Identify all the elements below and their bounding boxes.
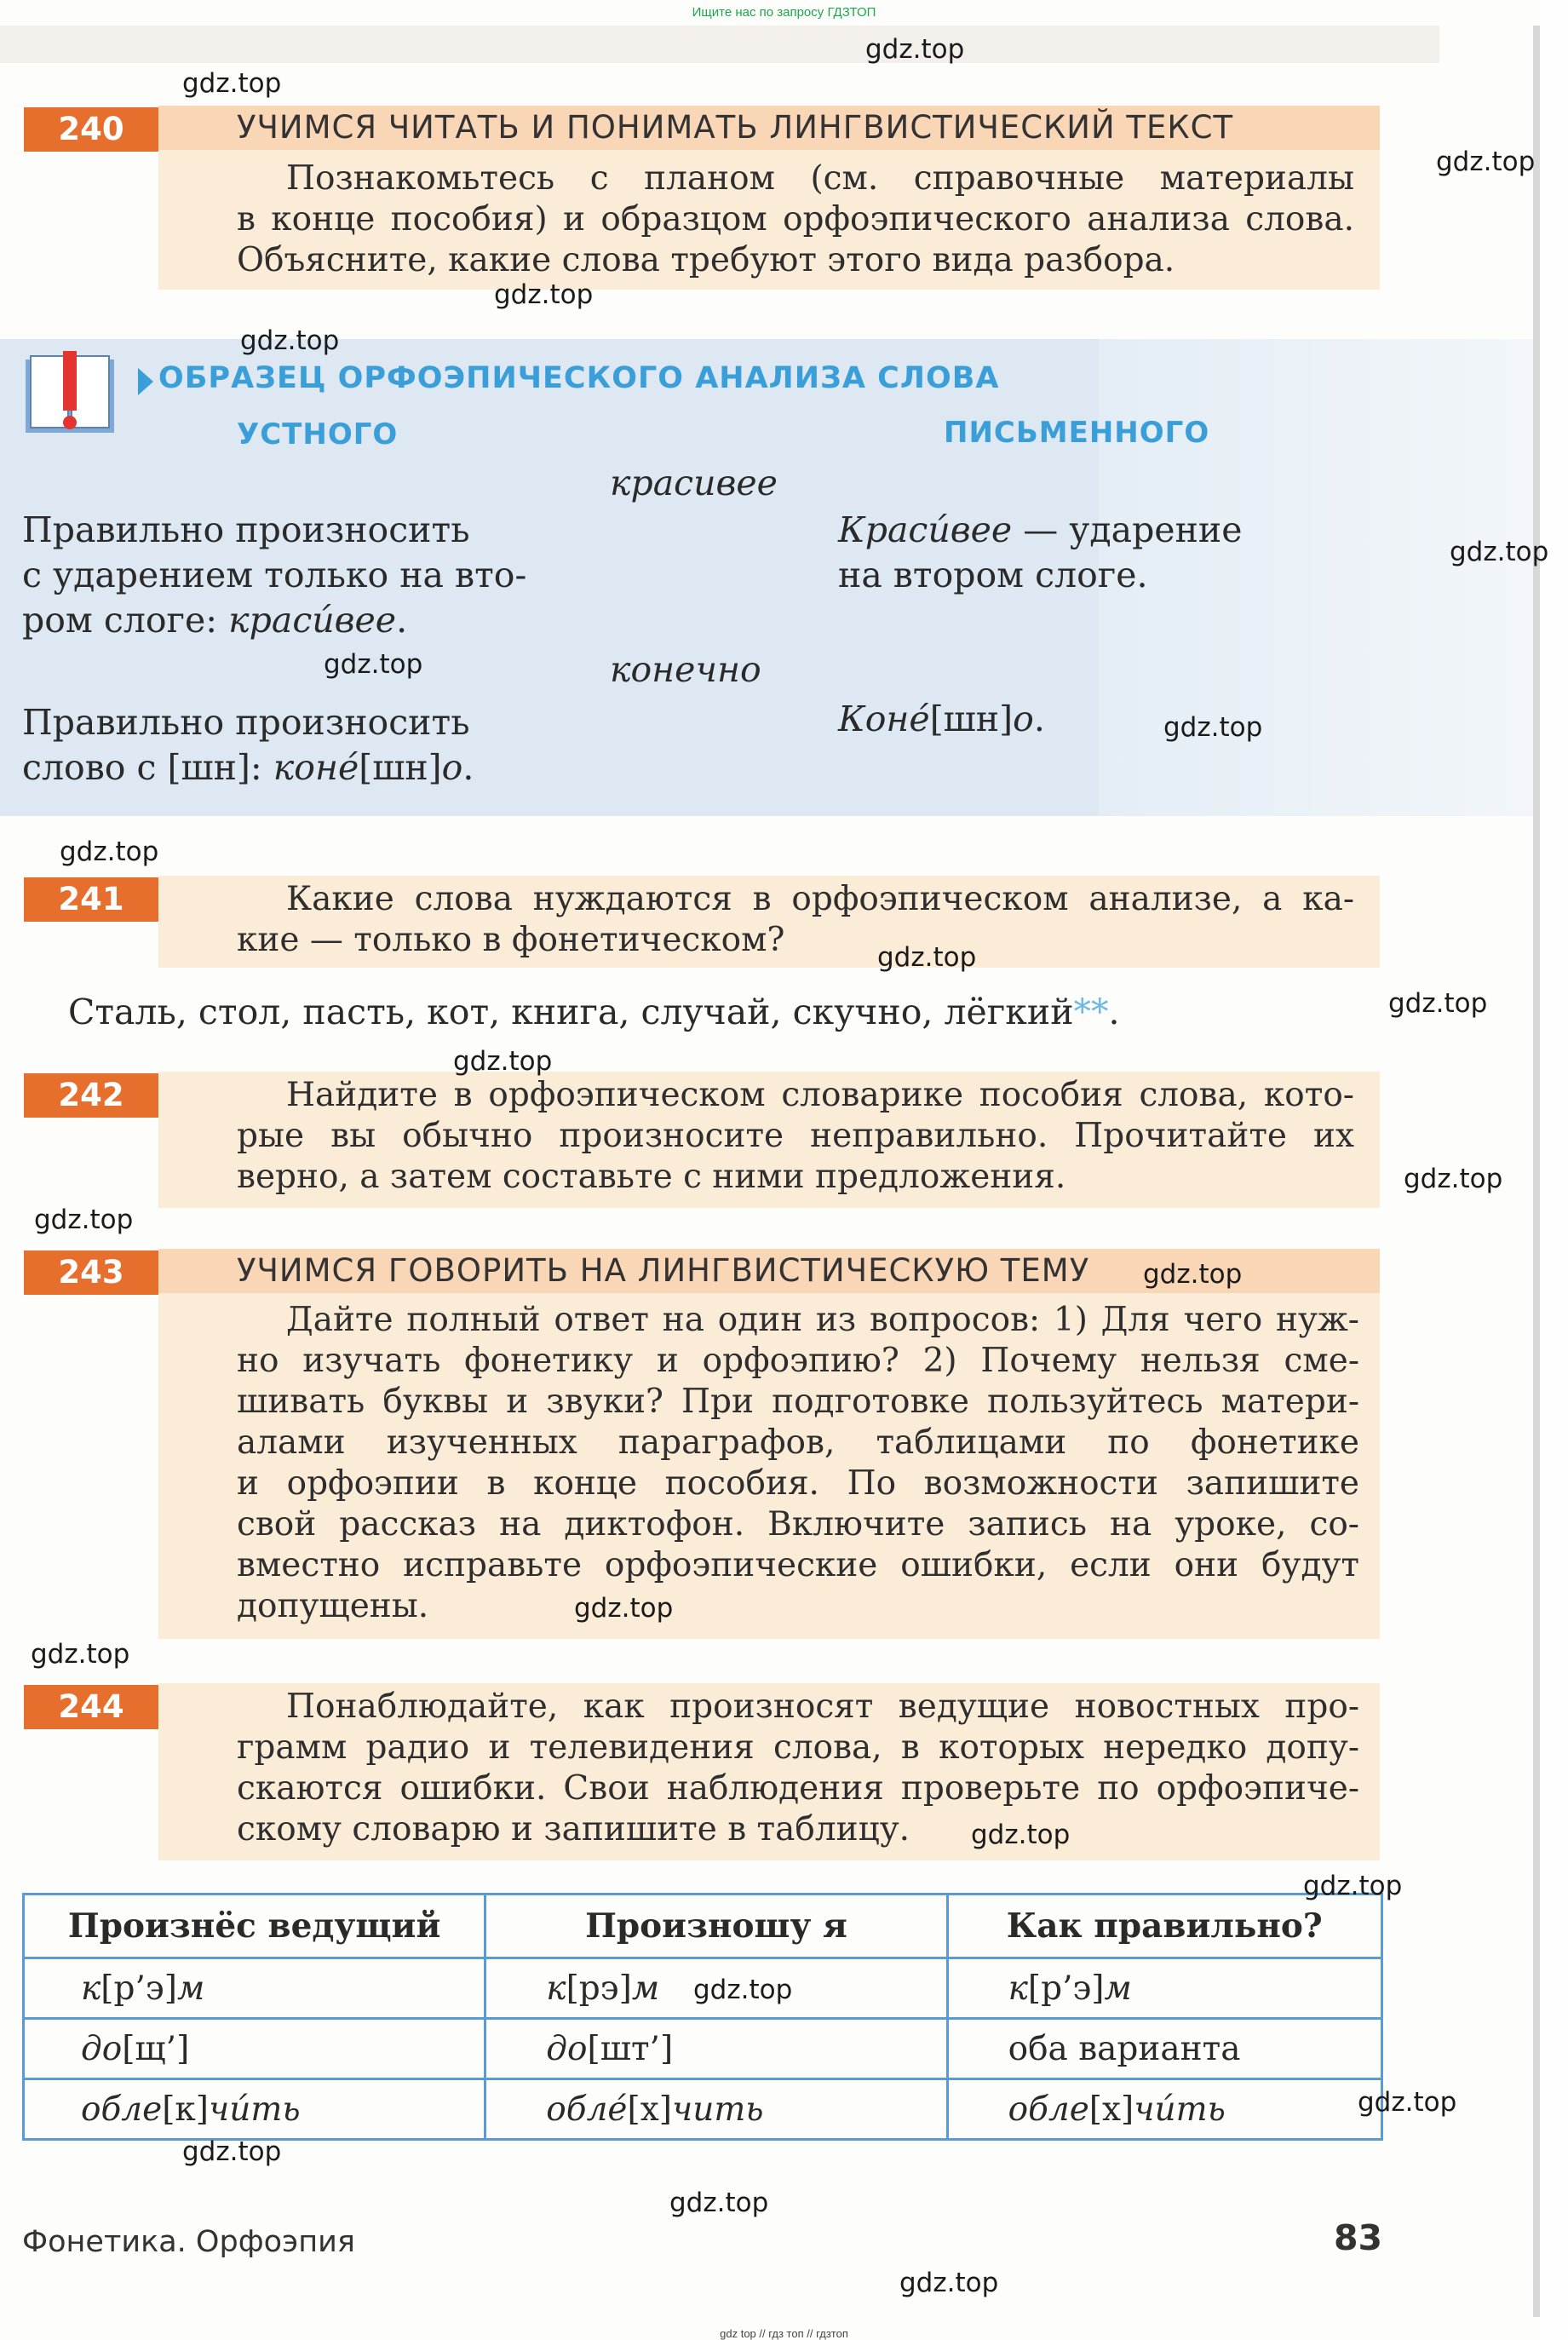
cell-part: к [1008, 1969, 1028, 2008]
sample-written-2-ending: о [1013, 699, 1034, 739]
exercise-241-word-list: Сталь, стол, пасть, кот, книга, случай, скучно, лёгкий [68, 992, 1074, 1032]
table-header-row [24, 1894, 1382, 1958]
table-cell [485, 2019, 947, 2079]
sample-written-2-stem: Конé [838, 699, 930, 739]
sample-oral-2-line-2 [22, 745, 474, 791]
exercise-244-line-2: грамм радио и телевидения слова, в которых нередко допу- [237, 1728, 1359, 1767]
cell-part: чúть [1134, 2090, 1226, 2129]
table-cell [24, 2079, 485, 2140]
watermark: gdz.top [1450, 537, 1549, 567]
table-cell [947, 2079, 1381, 2140]
sample-oral-2-line-1: Правильно произносить [22, 702, 470, 743]
table-cell [24, 2019, 485, 2079]
sample-oral-1-dot: . [396, 600, 408, 641]
sample-oral-2-dot: . [462, 747, 474, 788]
cell-part: обле [81, 2090, 163, 2129]
sample-title: ОБРАЗЕЦ ОРФОЭПИЧЕСКОГО АНАЛИЗА СЛОВА [158, 361, 1000, 395]
table-cell [947, 2019, 1381, 2079]
watermark: gdz.top [899, 2268, 999, 2298]
watermark: gdz.top [971, 1820, 1071, 1850]
cell-part: [шт’] [587, 2029, 674, 2068]
exercise-243-heading: УЧИМСЯ ГОВОРИТЬ НА ЛИНГВИСТИЧЕСКУЮ ТЕМУ [237, 1252, 1090, 1289]
watermark: gdz.top [669, 2188, 769, 2218]
exercise-243-line-1: Дайте полный ответ на один из вопросов: 1) Для чего нуж- [286, 1301, 1359, 1339]
exercise-243-text [237, 1300, 1359, 1627]
sample-written-1-line-1 [838, 508, 1243, 553]
exercise-244-line-1: Понаблюдайте, как произносят ведущие новостных про- [286, 1687, 1359, 1726]
sample-word-1: красивее [610, 463, 778, 503]
exercise-243-line-3: шивать буквы и звуки? При подготовке пользуйтесь матери- [237, 1383, 1359, 1421]
watermark: gdz.top [1404, 1164, 1503, 1194]
cell-part: к [81, 1969, 101, 2008]
cell-part: [р’э] [101, 1969, 177, 2008]
cell-part: [рэ] [566, 1969, 632, 2008]
exercise-243-line-8: допущены. [237, 1587, 429, 1625]
watermark: gdz.top [693, 1975, 793, 2005]
watermark: gdz.top [31, 1639, 130, 1670]
table-cell [947, 1958, 1381, 2019]
cell-part: облé [546, 2090, 628, 2129]
exercise-243-line-6: свой рассказ на диктофон. Включите запись на уроке, со- [237, 1505, 1359, 1544]
sample-oral-2-ending: о [441, 747, 463, 788]
watermark: gdz.top [324, 649, 423, 680]
exercise-243-line-7: вместно исправьте орфоэпические ошибки, если они будут [237, 1546, 1359, 1584]
sample-oral-2-stem: конé [273, 747, 359, 788]
cell-part: до [546, 2029, 588, 2068]
exercise-240-heading: УЧИМСЯ ЧИТАТЬ И ПОНИМАТЬ ЛИНГВИСТИЧЕСКИЙ ТЕКСТ [237, 109, 1234, 146]
sample-written-1 [838, 508, 1243, 598]
sample-oral-2-sound: [шн] [359, 747, 442, 788]
cell-part: м [631, 1969, 660, 2008]
cell-part: [х] [1088, 2090, 1134, 2129]
footer-section: Фонетика. Орфоэпия [22, 2225, 355, 2259]
exercise-240-number: 240 [24, 107, 158, 152]
cell-part: м [1104, 1969, 1132, 2008]
table-row [24, 2019, 1382, 2079]
page-number: 83 [1334, 2217, 1383, 2258]
exercise-243-line-2: но изучать фонетику и орфоэпию? 2) Почему нельзя сме- [237, 1342, 1359, 1380]
exercise-240-line-2: в конце пособия) и образцом орфоэпического анализа слова. [237, 200, 1354, 239]
cell-part: [р’э] [1027, 1969, 1105, 2008]
sample-written-1-rest: — ударение [1012, 509, 1243, 550]
exercise-241-line-1: Какие слова нуждаются в орфоэпическом анализе, а ка- [286, 880, 1354, 918]
top-band [0, 26, 1439, 63]
watermark: gdz.top [574, 1593, 674, 1624]
table-header-host: Произнёс ведущий [24, 1894, 485, 1958]
watermark: gdz.top [34, 1204, 134, 1235]
sample-written-2-dot: . [1033, 699, 1045, 739]
exercise-241-words [68, 990, 1120, 1035]
watermark: gdz.top [60, 837, 159, 867]
exercise-240-line-3: Объясните, какие слова требуют этого вида разбора. [237, 241, 1175, 279]
cell-part: к [546, 1969, 566, 2008]
exercise-241-number: 241 [24, 877, 158, 922]
exercise-243-line-5: и орфоэпии в конце пособия. По возможности запишите [237, 1464, 1359, 1503]
cell-part: чúть [209, 2090, 301, 2129]
watermark: gdz.top [1436, 147, 1536, 177]
exercise-240-text [237, 158, 1354, 281]
cell-part: м [176, 1969, 205, 2008]
top-note[interactable]: Ищите нас по запросу ГДЗТОП [692, 5, 876, 20]
sample-word-2: конечно [610, 649, 761, 690]
watermark: gdz.top [877, 942, 977, 973]
sample-oral-1-line-2: с ударением только на вто- [22, 555, 527, 595]
watermark: gdz.top [865, 34, 965, 65]
exercise-242-text [237, 1075, 1354, 1198]
watermark: gdz.top [240, 325, 340, 356]
watermark: gdz.top [1358, 2087, 1457, 2118]
table-cell [24, 1958, 485, 2019]
exercise-244-line-4: скому словарю и запишите в таблицу. [237, 1810, 910, 1848]
watermark: gdz.top [1303, 1871, 1403, 1901]
exercise-242-number: 242 [24, 1073, 158, 1118]
exercise-241-line-2: кие — только в фонетическом? [237, 921, 785, 959]
watermark: gdz.top [494, 279, 594, 310]
table-cell [485, 2079, 947, 2140]
sample-oral-1-line-3 [22, 598, 526, 643]
pronunciation-table [22, 1893, 1383, 2141]
exercise-244-number: 244 [24, 1685, 158, 1729]
exercise-242-line-3: верно, а затем составьте с ними предложения. [237, 1158, 1066, 1196]
exercise-241-text [237, 879, 1354, 961]
exercise-240-line-1: Познакомьтесь с планом (см. справочные материалы [286, 159, 1354, 198]
watermark: gdz.top [453, 1046, 553, 1077]
sample-written-2-sound: [шн] [929, 699, 1014, 739]
watermark: gdz.top [182, 68, 282, 99]
sample-oral-1-line-1: Правильно произносить [22, 509, 470, 550]
sample-written-1-line-2: на втором слоге. [838, 555, 1148, 595]
cell-part: до [81, 2029, 123, 2068]
sample-col-oral: УСТНОГО [237, 417, 399, 451]
sample-oral-1 [22, 508, 526, 643]
page-edge [1533, 26, 1540, 2317]
watermark: gdz.top [1143, 1259, 1243, 1290]
watermark: gdz.top [182, 2136, 282, 2167]
watermark: gdz.top [1388, 988, 1488, 1019]
cell-part: обле [1008, 2090, 1089, 2129]
exercise-242-line-1: Найдите в орфоэпическом словарике пособия слова, кото- [286, 1076, 1354, 1114]
exercise-242-line-2: рые вы обычно произносите неправильно. Прочитайте их [237, 1117, 1354, 1155]
exercise-241-stars: ** [1073, 992, 1109, 1032]
exercise-244-line-3: скаются ошибки. Свои наблюдения проверьте по орфоэпиче- [237, 1769, 1359, 1808]
table-header-me: Произношу я [485, 1894, 947, 1958]
sample-oral-1-prefix: ром слоге: [22, 600, 229, 641]
sample-written-1-word: Красúвее [838, 509, 1013, 550]
sample-col-written: ПИСЬМЕННОГО [944, 416, 1210, 450]
exercise-243-line-4: алами изученных параграфов, таблицами по фонетике [237, 1423, 1359, 1462]
watermark: gdz.top [1163, 712, 1263, 743]
exercise-243-number: 243 [24, 1250, 158, 1295]
cell-part: [щ’] [122, 2029, 190, 2068]
exercise-241-end: . [1108, 992, 1120, 1032]
exercise-244-text [237, 1687, 1359, 1850]
exclamation-book-icon [24, 351, 116, 436]
cell-part: чить [671, 2090, 764, 2129]
sample-oral-1-word: красúвее [228, 600, 397, 641]
sample-oral-2-prefix: слово с [шн]: [22, 747, 273, 788]
cell-part: [к] [162, 2090, 210, 2129]
sample-oral-2 [22, 700, 474, 791]
bottom-note[interactable]: gdz top // гдз топ // гдзтоп [720, 2327, 848, 2340]
table-header-correct: Как правильно? [947, 1894, 1381, 1958]
cell-part: оба варианта [1008, 2029, 1241, 2068]
table-row [24, 2079, 1382, 2140]
sample-written-2 [838, 697, 1045, 742]
cell-part: [х] [627, 2090, 672, 2129]
sample-title-marker [138, 368, 153, 395]
